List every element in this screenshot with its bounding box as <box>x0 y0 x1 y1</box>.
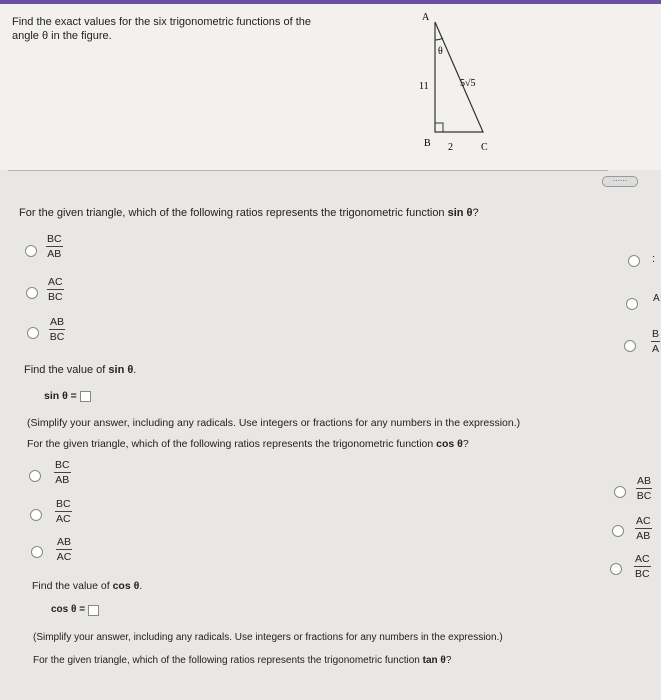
fraction-numerator: BC <box>56 498 71 510</box>
right-option-2-radio[interactable] <box>626 298 638 310</box>
fraction-numerator: AB <box>57 536 72 548</box>
fraction-numerator: AB <box>50 316 65 328</box>
fraction-numerator: B <box>652 328 660 340</box>
cos-option-6-radio[interactable] <box>610 563 622 575</box>
cos-option-3-radio[interactable] <box>31 546 43 558</box>
right-option-3-partial <box>651 328 660 355</box>
cos-find-text: Find the value of <box>32 580 113 592</box>
fraction-denominator: BC <box>636 490 652 502</box>
fraction-numerator: BC <box>55 459 70 471</box>
cos-find-end: . <box>139 580 143 592</box>
side-bc-label: 2 <box>448 142 453 153</box>
sin-prompt-function: sin θ <box>447 207 473 219</box>
cos-option-1-radio[interactable] <box>29 470 41 482</box>
cos-option-6[interactable] <box>634 553 651 580</box>
tan-prompt-function: tan θ <box>422 655 446 666</box>
right-option-3-radio[interactable] <box>624 340 636 352</box>
fraction-denominator: BC <box>48 291 63 303</box>
tan-question-prompt <box>33 654 451 668</box>
sin-find-function: sin θ <box>108 364 134 376</box>
cos-option-1[interactable] <box>54 459 71 486</box>
right-option-2-partial: A <box>653 293 660 304</box>
tan-prompt-text: For the given triangle, which of the following ratios represents the trigonometric function <box>33 655 423 666</box>
cos-prompt-text: For the given triangle, which of the following ratios represents the trigonometric function <box>27 438 437 450</box>
sin-answer-input[interactable] <box>80 391 91 402</box>
cos-option-4[interactable] <box>636 475 652 502</box>
fraction-numerator: AC <box>636 515 651 527</box>
right-angle-mark <box>435 123 443 132</box>
cos-question-prompt <box>27 437 469 451</box>
fraction-denominator: BC <box>635 568 650 580</box>
sin-find-value <box>24 363 136 377</box>
fraction-denominator: A <box>652 343 660 355</box>
section-divider <box>8 170 608 171</box>
cos-find-value <box>32 579 142 593</box>
sin-option-2[interactable] <box>47 276 64 303</box>
cos-equation-label: cos θ = <box>51 604 86 615</box>
side-ab-label: 11 <box>419 81 429 92</box>
sin-find-text: Find the value of <box>24 364 109 376</box>
angle-theta-label: θ <box>438 46 443 57</box>
fraction-numerator: AC <box>48 276 63 288</box>
sin-option-1[interactable] <box>46 233 63 260</box>
side-ac-label: 5√5 <box>460 78 476 89</box>
cos-option-4-radio[interactable] <box>614 486 626 498</box>
tan-prompt-end: ? <box>445 655 452 666</box>
cos-prompt-function: cos θ <box>436 438 463 450</box>
problem-statement <box>12 15 311 43</box>
cos-option-2-radio[interactable] <box>30 509 42 521</box>
cos-option-2[interactable] <box>55 498 72 525</box>
sin-prompt-text: For the given triangle, which of the following ratios represents the trigonometric function <box>19 207 448 219</box>
sin-equation-label: sin θ = <box>44 390 77 402</box>
sin-option-3[interactable] <box>49 316 65 343</box>
vertex-a-label: A <box>422 12 430 23</box>
fraction-denominator: AC <box>56 551 72 563</box>
cos-find-function: cos θ <box>112 580 140 592</box>
sin-option-1-radio[interactable] <box>25 245 37 257</box>
fraction-denominator: AB <box>636 530 651 542</box>
cos-option-5[interactable] <box>635 515 652 542</box>
vertex-b-label: B <box>424 138 431 149</box>
sin-question-prompt <box>19 206 479 220</box>
cos-option-5-radio[interactable] <box>612 525 624 537</box>
sin-option-3-radio[interactable] <box>27 327 39 339</box>
cos-answer-row <box>51 603 99 617</box>
sin-find-end: . <box>133 364 137 376</box>
sin-answer-row <box>44 389 91 403</box>
fraction-numerator: BC <box>47 233 62 245</box>
sin-prompt-end: ? <box>472 207 479 219</box>
cos-prompt-end: ? <box>462 438 469 450</box>
sin-hint: (Simplify your answer, including any radicals. Use integers or fractions for any numbers in the expression.) <box>27 417 521 429</box>
triangle-figure <box>400 8 510 160</box>
fraction-numerator: AC <box>635 553 650 565</box>
cos-answer-input[interactable] <box>88 605 99 616</box>
fraction-numerator: AB <box>637 475 652 487</box>
problem-line-1: Find the exact values for the six trigonometric functions of the <box>12 16 311 28</box>
fraction-denominator: AB <box>55 474 70 486</box>
right-option-1-radio[interactable] <box>628 255 640 267</box>
fraction-denominator: BC <box>49 331 65 343</box>
vertex-c-label: C <box>481 142 488 153</box>
cos-hint: (Simplify your answer, including any radicals. Use integers or fractions for any numbers in the expression.) <box>33 632 503 643</box>
fraction-denominator: AB <box>47 248 62 260</box>
right-option-1-partial: : <box>652 253 656 265</box>
problem-line-2: angle θ in the figure. <box>12 30 112 42</box>
sin-option-2-radio[interactable] <box>26 287 38 299</box>
fraction-denominator: AC <box>56 513 71 525</box>
angle-arc <box>435 38 443 40</box>
cos-option-3[interactable] <box>56 536 72 563</box>
more-button[interactable]: ⋯⋯ <box>602 176 638 187</box>
